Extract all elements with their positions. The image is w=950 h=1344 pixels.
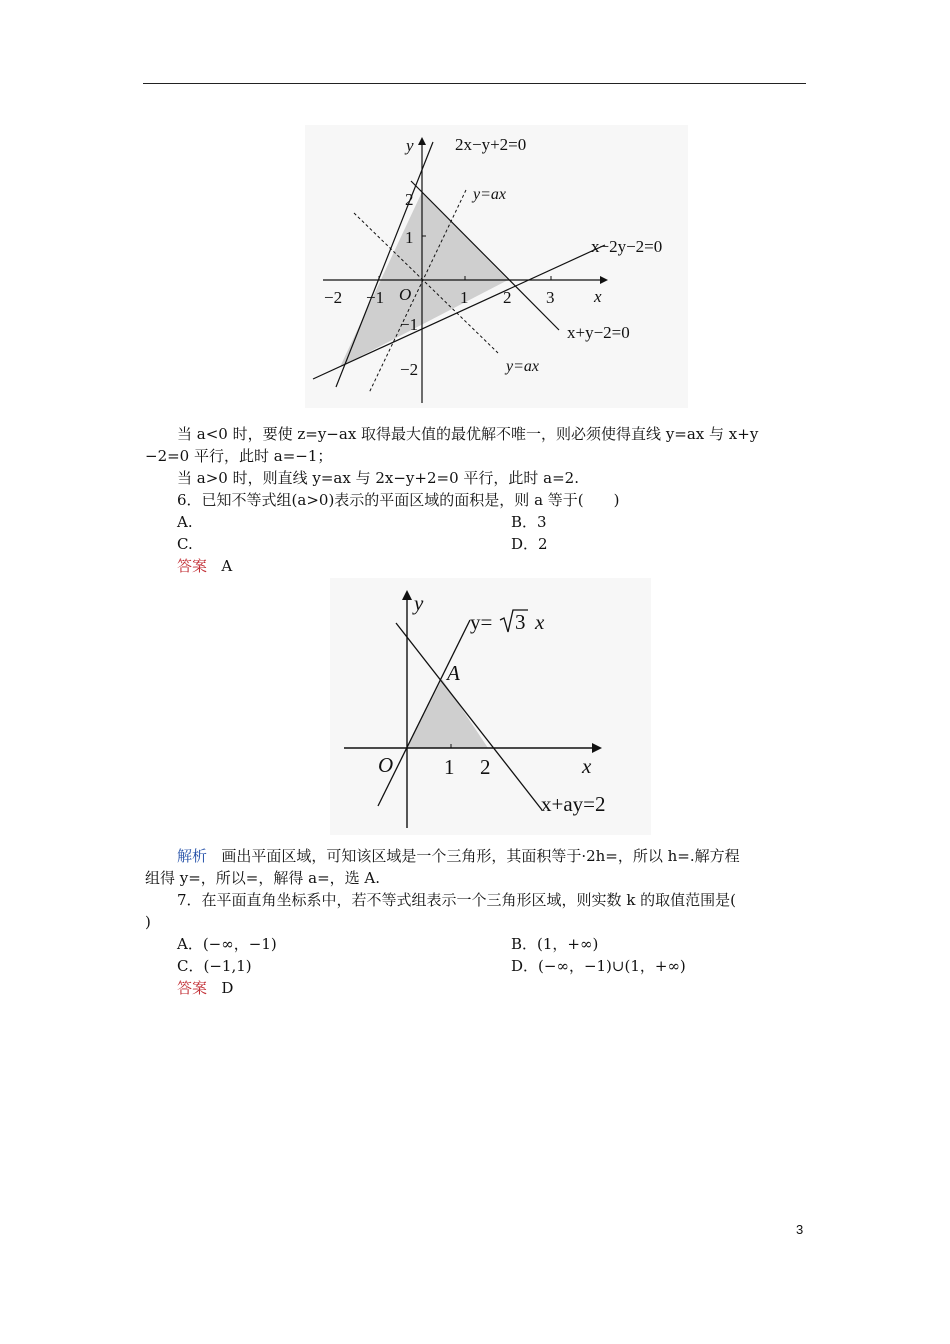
q7-answer (177, 977, 233, 999)
figure-feasible-region-1 (305, 125, 688, 408)
x-tick-minus1: −1 (366, 288, 385, 307)
label-line-2x-y+2: 2x−y+2=0 (455, 135, 527, 154)
x-tick-1: 1 (460, 288, 469, 307)
solution-label: 解析 (177, 847, 208, 865)
origin-label: O (378, 753, 394, 777)
answer-label: 答案 (177, 557, 208, 575)
label-dash-top: y=ax (473, 186, 506, 203)
y-axis-label: y (414, 591, 424, 615)
answer-value: A (221, 557, 233, 575)
point-a-label: A (447, 661, 460, 685)
x-tick-minus2: −2 (324, 288, 343, 307)
question-6: 6．已知不等式组(a>0)表示的平面区域的面积是，则 a 等于( ) (177, 491, 620, 509)
q7-option-c: C．(−1,1) (177, 957, 252, 975)
question-7-line-2: ) (145, 913, 151, 931)
y-tick-minus2: −2 (400, 360, 419, 379)
q6-answer (177, 555, 232, 577)
label-dash-bottom: y=ax (506, 358, 539, 375)
solution-line-1 (177, 845, 740, 867)
y-axis-arrow (402, 590, 412, 600)
y-tick-2: 2 (405, 190, 414, 209)
label-line-sqrt3-prefix: y= (470, 610, 493, 634)
origin-label: O (399, 285, 412, 304)
label-line-sqrt3-radicand: 3 (515, 610, 526, 634)
x-axis-arrow (600, 276, 608, 284)
x-axis-arrow (592, 743, 602, 753)
line-x+ay-2 (396, 623, 542, 810)
x-axis-label: x (582, 754, 592, 778)
label-line-x-2y-2: x−2y−2=0 (591, 237, 663, 256)
solution-text-1: 画出平面区域，可知该区域是一个三角形，其面积等于·2h=，所以 h=.解方程 (221, 847, 740, 865)
y-axis-arrow (418, 137, 426, 145)
q6-option-d: D．2 (511, 535, 548, 553)
y-tick-minus1: −1 (400, 315, 419, 334)
x-tick-1: 1 (444, 755, 455, 779)
x-tick-2: 2 (480, 755, 491, 779)
q6-option-b: B．3 (511, 513, 547, 531)
q6-option-a: A. (177, 513, 193, 531)
text-line-3: 当 a>0 时，则直线 y=ax 与 2x−y+2=0 平行，此时 a=2. (177, 469, 579, 487)
answer-label: 答案 (177, 979, 208, 997)
page-number: 3 (796, 1222, 804, 1237)
answer-value: D (221, 979, 234, 997)
x-axis-label: x (594, 287, 602, 306)
x-tick-3: 3 (546, 288, 555, 307)
q7-option-a: A．(−∞，−1) (177, 935, 277, 953)
q7-option-d: D．(−∞，−1)∪(1，+∞) (511, 957, 686, 975)
figure-feasible-region-2 (330, 578, 651, 835)
text-line-2: −2=0 平行，此时 a=−1； (145, 447, 333, 465)
label-line-x+y-2: x+y−2=0 (567, 323, 630, 342)
label-line-sqrt3-suffix: x (535, 610, 545, 634)
label-line-x+ay-2: x+ay=2 (541, 792, 606, 816)
solution-line-2: 组得 y=，所以=，解得 a=，选 A. (145, 869, 381, 887)
header-rule (143, 83, 806, 84)
y-tick-1: 1 (405, 228, 414, 247)
x-tick-2: 2 (503, 288, 512, 307)
q7-option-b: B．(1，+∞) (511, 935, 599, 953)
q6-option-c: C. (177, 535, 193, 553)
y-axis-label: y (406, 136, 414, 155)
text-line-1: 当 a<0 时，要使 z=y−ax 取得最大值的最优解不唯一，则必须使得直线 y=ax 与 x+y (177, 425, 759, 443)
question-7-line-1: 7．在平面直角坐标系中，若不等式组表示一个三角形区域，则实数 k 的取值范围是( (177, 891, 737, 909)
